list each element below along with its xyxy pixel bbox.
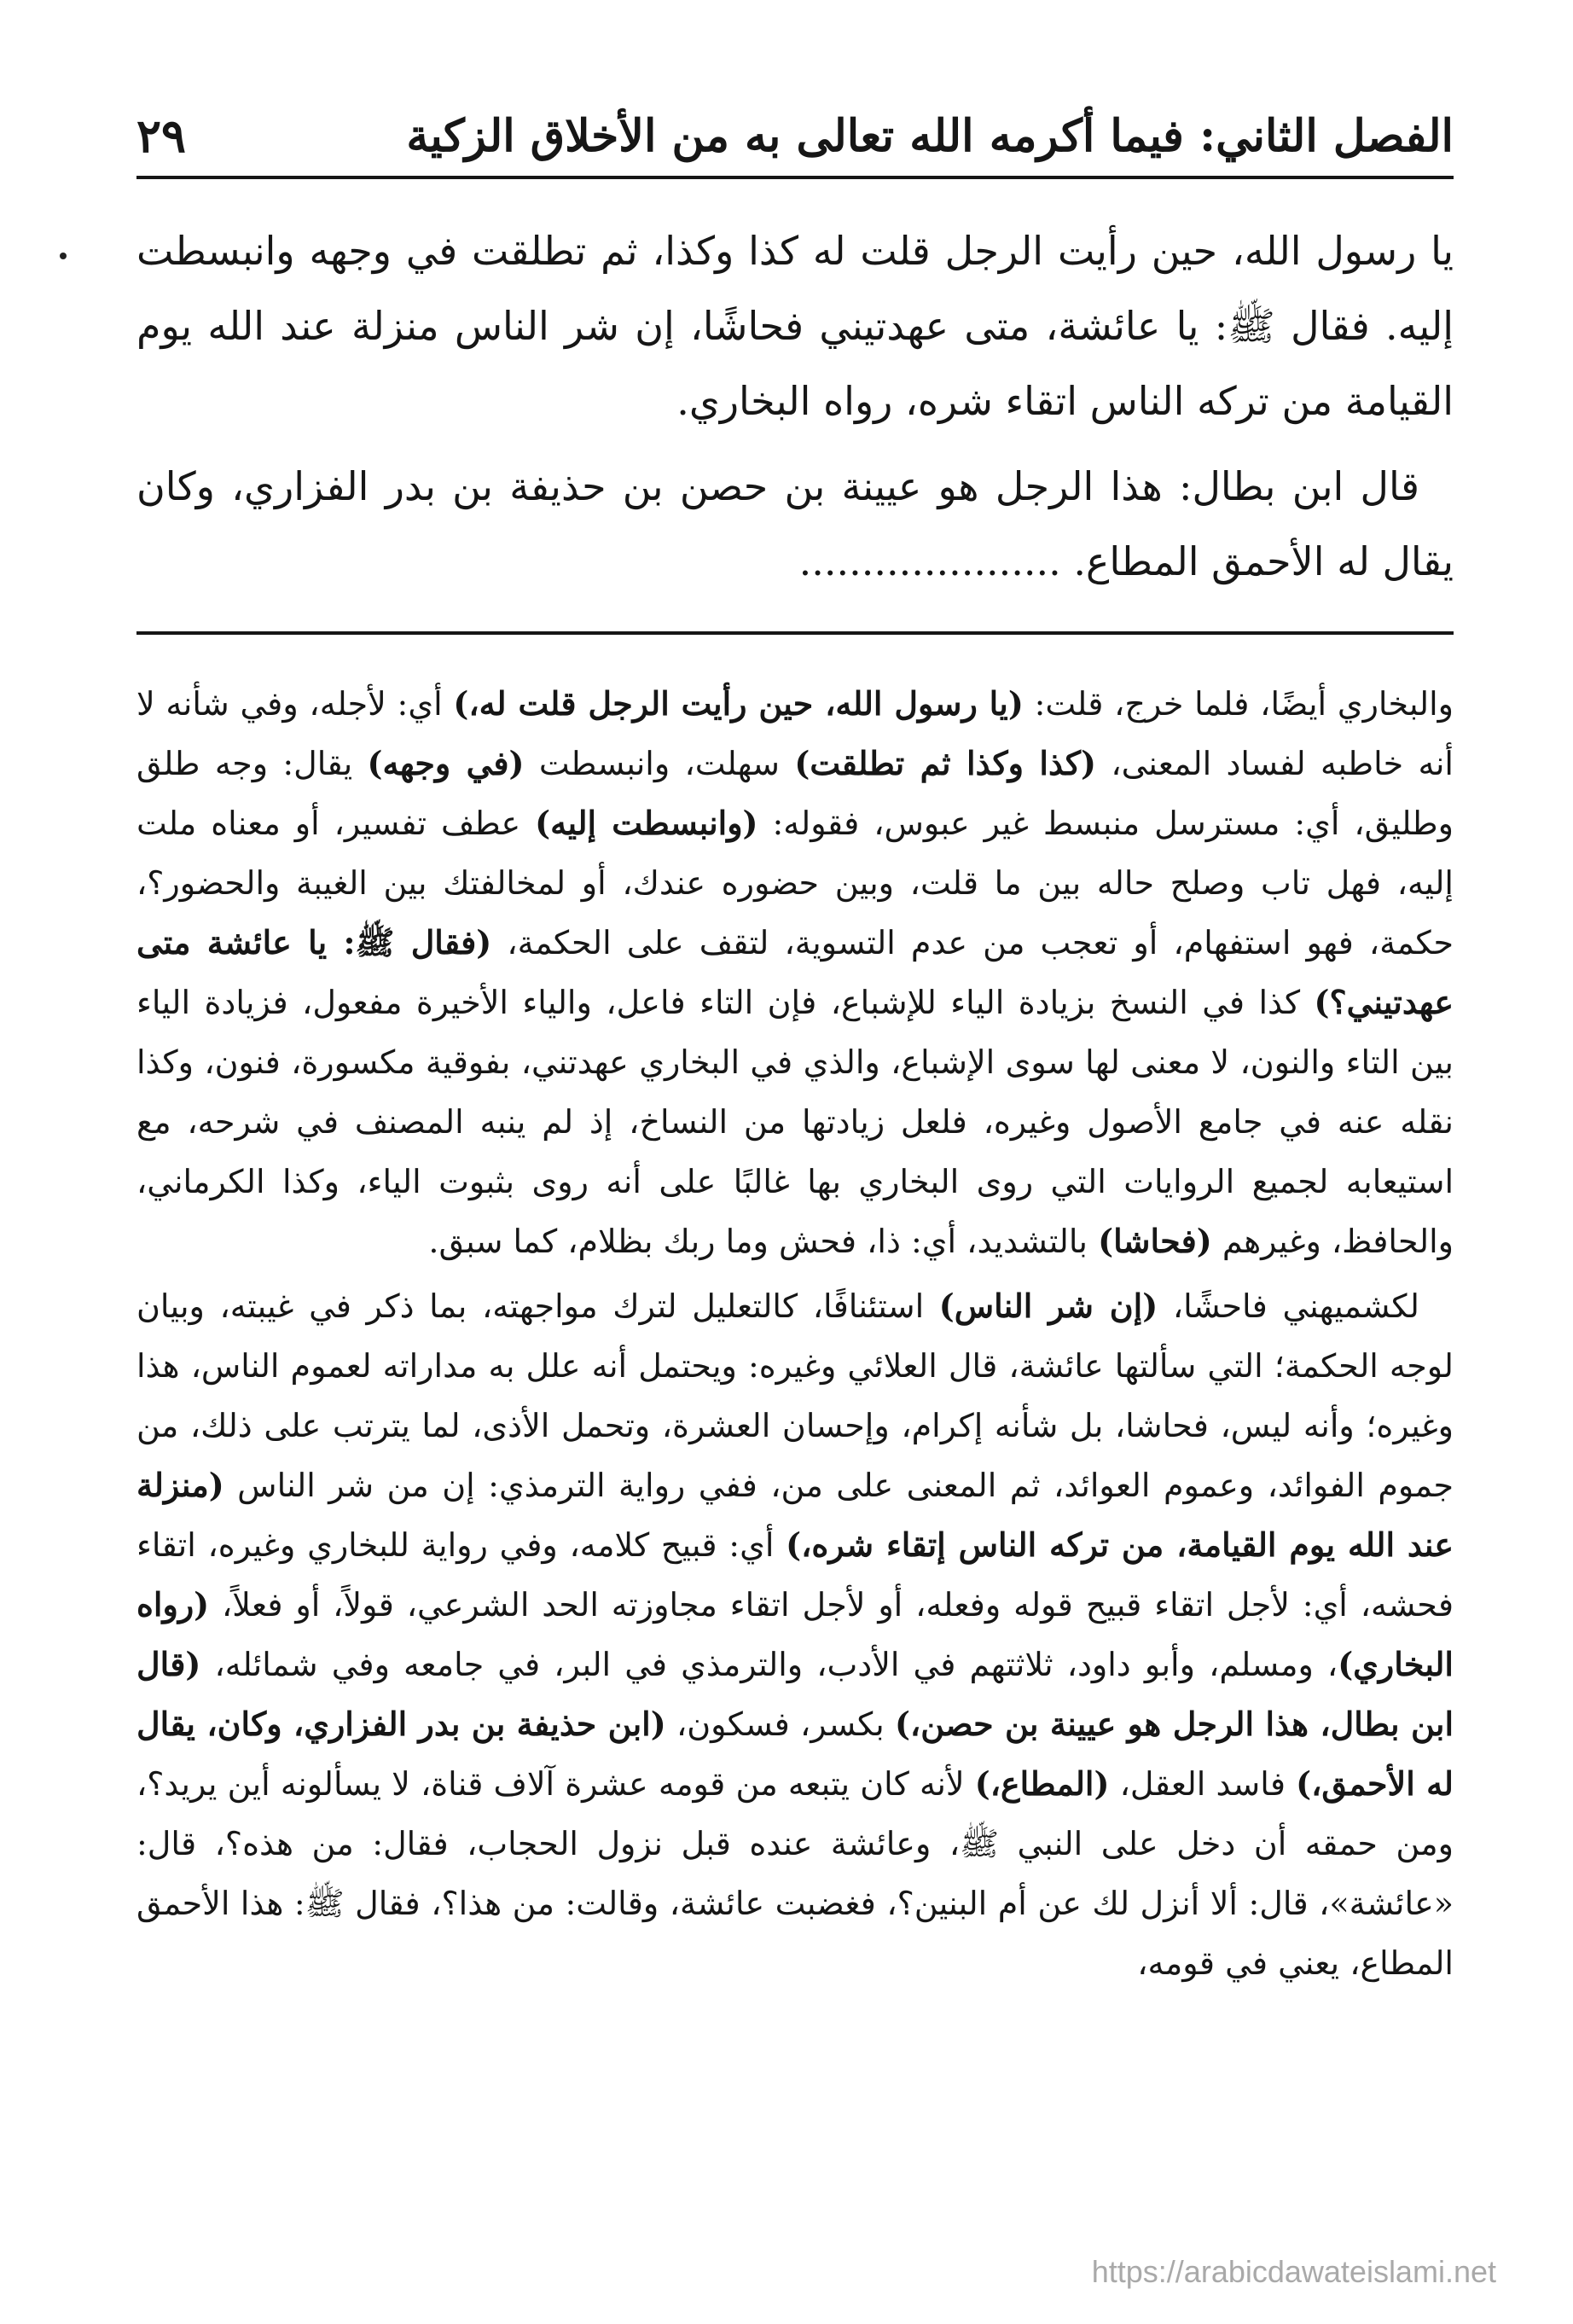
commentary-run: بالتشديد، أي: ذا، فحش وما ربك بظلام، كما سبق. xyxy=(428,1223,1099,1260)
quoted-phrase: (ابن حذيفة بن بدر الفزاري، وكان، يقال له الأحمق،) xyxy=(136,1705,1454,1803)
page-header xyxy=(136,102,1454,169)
page-number: ٢٩ xyxy=(136,108,187,163)
commentary xyxy=(136,674,1454,1993)
commentary-run: استئنافًا، كالتعليل لترك مواجهته، بما ذكر في غيبته، وبيان لوجه الحكمة؛ التي سألتها عائشة، قال العلائي وغيره: ويحتمل أنه علل به مداراته لعموم الناس، هذا وغيره؛ وأنه ليس، فحاشا، بل شأنه إكرام، وإحسان العشرة، وتحمل الأذى، لما يترتب على ذلك، من جموم الفوائد، وعموم العوائد، ثم المعنى على من، ففي رواية الترمذي: إن من شر الناس xyxy=(136,1287,1454,1504)
main-paragraph-2 xyxy=(136,449,1454,599)
quoted-phrase: (يا رسول الله، حين رأيت الرجل قلت له،) xyxy=(453,684,1024,723)
main-paragraph-2-text: قال ابن بطال: هذا الرجل هو عيينة بن حصن بن حذيفة بن بدر الفزاري، وكان يقال له الأحمق المطاع. xyxy=(136,463,1454,584)
quoted-phrase: (فقال ﷺ: يا عائشة متى عهدتيني؟) xyxy=(136,923,1454,1021)
quoted-phrase: (رواه البخاري) xyxy=(136,1585,1454,1683)
quoted-phrase: (كذا وكذا ثم تطلقت) xyxy=(794,744,1096,782)
commentary-run: والبخاري أيضًا، فلما خرج، قلت: xyxy=(1023,685,1454,723)
quoted-phrase: (إن شر الناس) xyxy=(938,1287,1158,1325)
commentary-run: فاسد العقل، xyxy=(1109,1765,1297,1803)
commentary-run: أي: قبيح كلامه، وفي رواية للبخاري وغيره، اتقاء فحشه، أي: لأجل اتقاء قبيح قوله وفعله، أو لأجل اتقاء مجاوزته الحد الشرعي، قولاً، أو فعلاً، xyxy=(136,1526,1454,1624)
commentary-run: سهلت، وانبسطت xyxy=(524,745,795,782)
commentary-run: بكسر، فسكون، xyxy=(665,1705,895,1743)
commentary-run: عطف تفسير، أو معناه ملت إليه، فهل تاب وصلح حاله بين ما قلت، وبين حضوره عندك، أو لمخالفتك بين الغيبة والحضور؟، حكمة، فهو استفهام، أو تعجب من عدم التسوية، لتقف على الحكمة، xyxy=(136,805,1454,962)
commentary-run: لأنه كان يتبعه من قومه عشرة آلاف قناة، لا يسألونه أين يريد؟، ومن حمقه أن دخل على النبي ﷺ، وعائشة عنده قبل نزول الحجاب، فقال: من هذه؟، قال: «عائشة»، قال: ألا أنزل لك عن أم البنين؟، فغضبت عائشة، وقالت: من هذا؟، فقال ﷺ: هذا الأحمق المطاع، يعني في قومه، xyxy=(136,1765,1454,1982)
watermark-url: https://arabicdawateislami.net xyxy=(1091,2254,1496,2289)
commentary-paragraph-2 xyxy=(136,1276,1454,1993)
header-rule xyxy=(136,176,1454,179)
footnote-separator xyxy=(136,631,1454,635)
commentary-run: أي: لأجله، وفي شأنه لا أنه خاطبه لفساد المعنى، xyxy=(136,685,1454,782)
quoted-phrase: (قال ابن بطال، هذا الرجل هو عيينة بن حصن،) xyxy=(136,1645,1454,1743)
quoted-phrase: (فحاشا) xyxy=(1098,1222,1212,1260)
commentary-paragraph-1 xyxy=(136,674,1454,1271)
ellipsis-dots: ..................... xyxy=(798,538,1061,584)
commentary-run: كذا في النسخ بزيادة الياء للإشباع، فإن التاء فاعل، والياء الأخيرة مفعول، فزيادة الياء بين التاء والنون، لا معنى لها سوى الإشباع، والذي في البخاري عهدتني، بفوقية مكسورة، فنون، وكذا نقله عنه في جامع الأصول وغيره، فلعل زيادتها من النساخ، إذ لم ينبه المصنف في شرحه، مع استيعابه لجميع الروايات التي روى البخاري بها غالبًا على أنه روى بثبوت الياء، وكذا الكرماني، والحافظ، وغيرهم xyxy=(136,984,1454,1260)
quoted-phrase: (منزلة عند الله يوم القيامة، من تركه الناس إتقاء شره،) xyxy=(136,1466,1454,1564)
margin-dot xyxy=(60,253,67,259)
commentary-run: يقال: وجه طلق وطليق، أي: مسترسل منبسط غير عبوس، فقوله: xyxy=(136,745,1454,842)
quoted-phrase: (المطاع،) xyxy=(974,1764,1110,1803)
commentary-run: لكشميهني فاحشًا، xyxy=(1158,1287,1419,1325)
commentary-run: ، ومسلم، وأبو داود، ثلاثتهم في الأدب، والترمذي في البر، في جامعه وفي شمائله، xyxy=(200,1646,1338,1683)
main-text xyxy=(136,213,1454,599)
quoted-phrase: (في وجهه) xyxy=(367,744,525,782)
chapter-title: الفصل الثاني: فيما أكرمه الله تعالى به من الأخلاق الزكية xyxy=(406,109,1454,162)
main-paragraph-1: يا رسول الله، حين رأيت الرجل قلت له كذا وكذا، ثم تطلقت في وجهه وانبسطت إليه. فقال ﷺ: يا عائشة، متى عهدتيني فحاشًا، إن شر الناس منزلة عند الله يوم القيامة من تركه الناس اتقاء شره، رواه البخاري. xyxy=(136,228,1454,424)
quoted-phrase: (وانبسطت إليه) xyxy=(535,804,758,842)
